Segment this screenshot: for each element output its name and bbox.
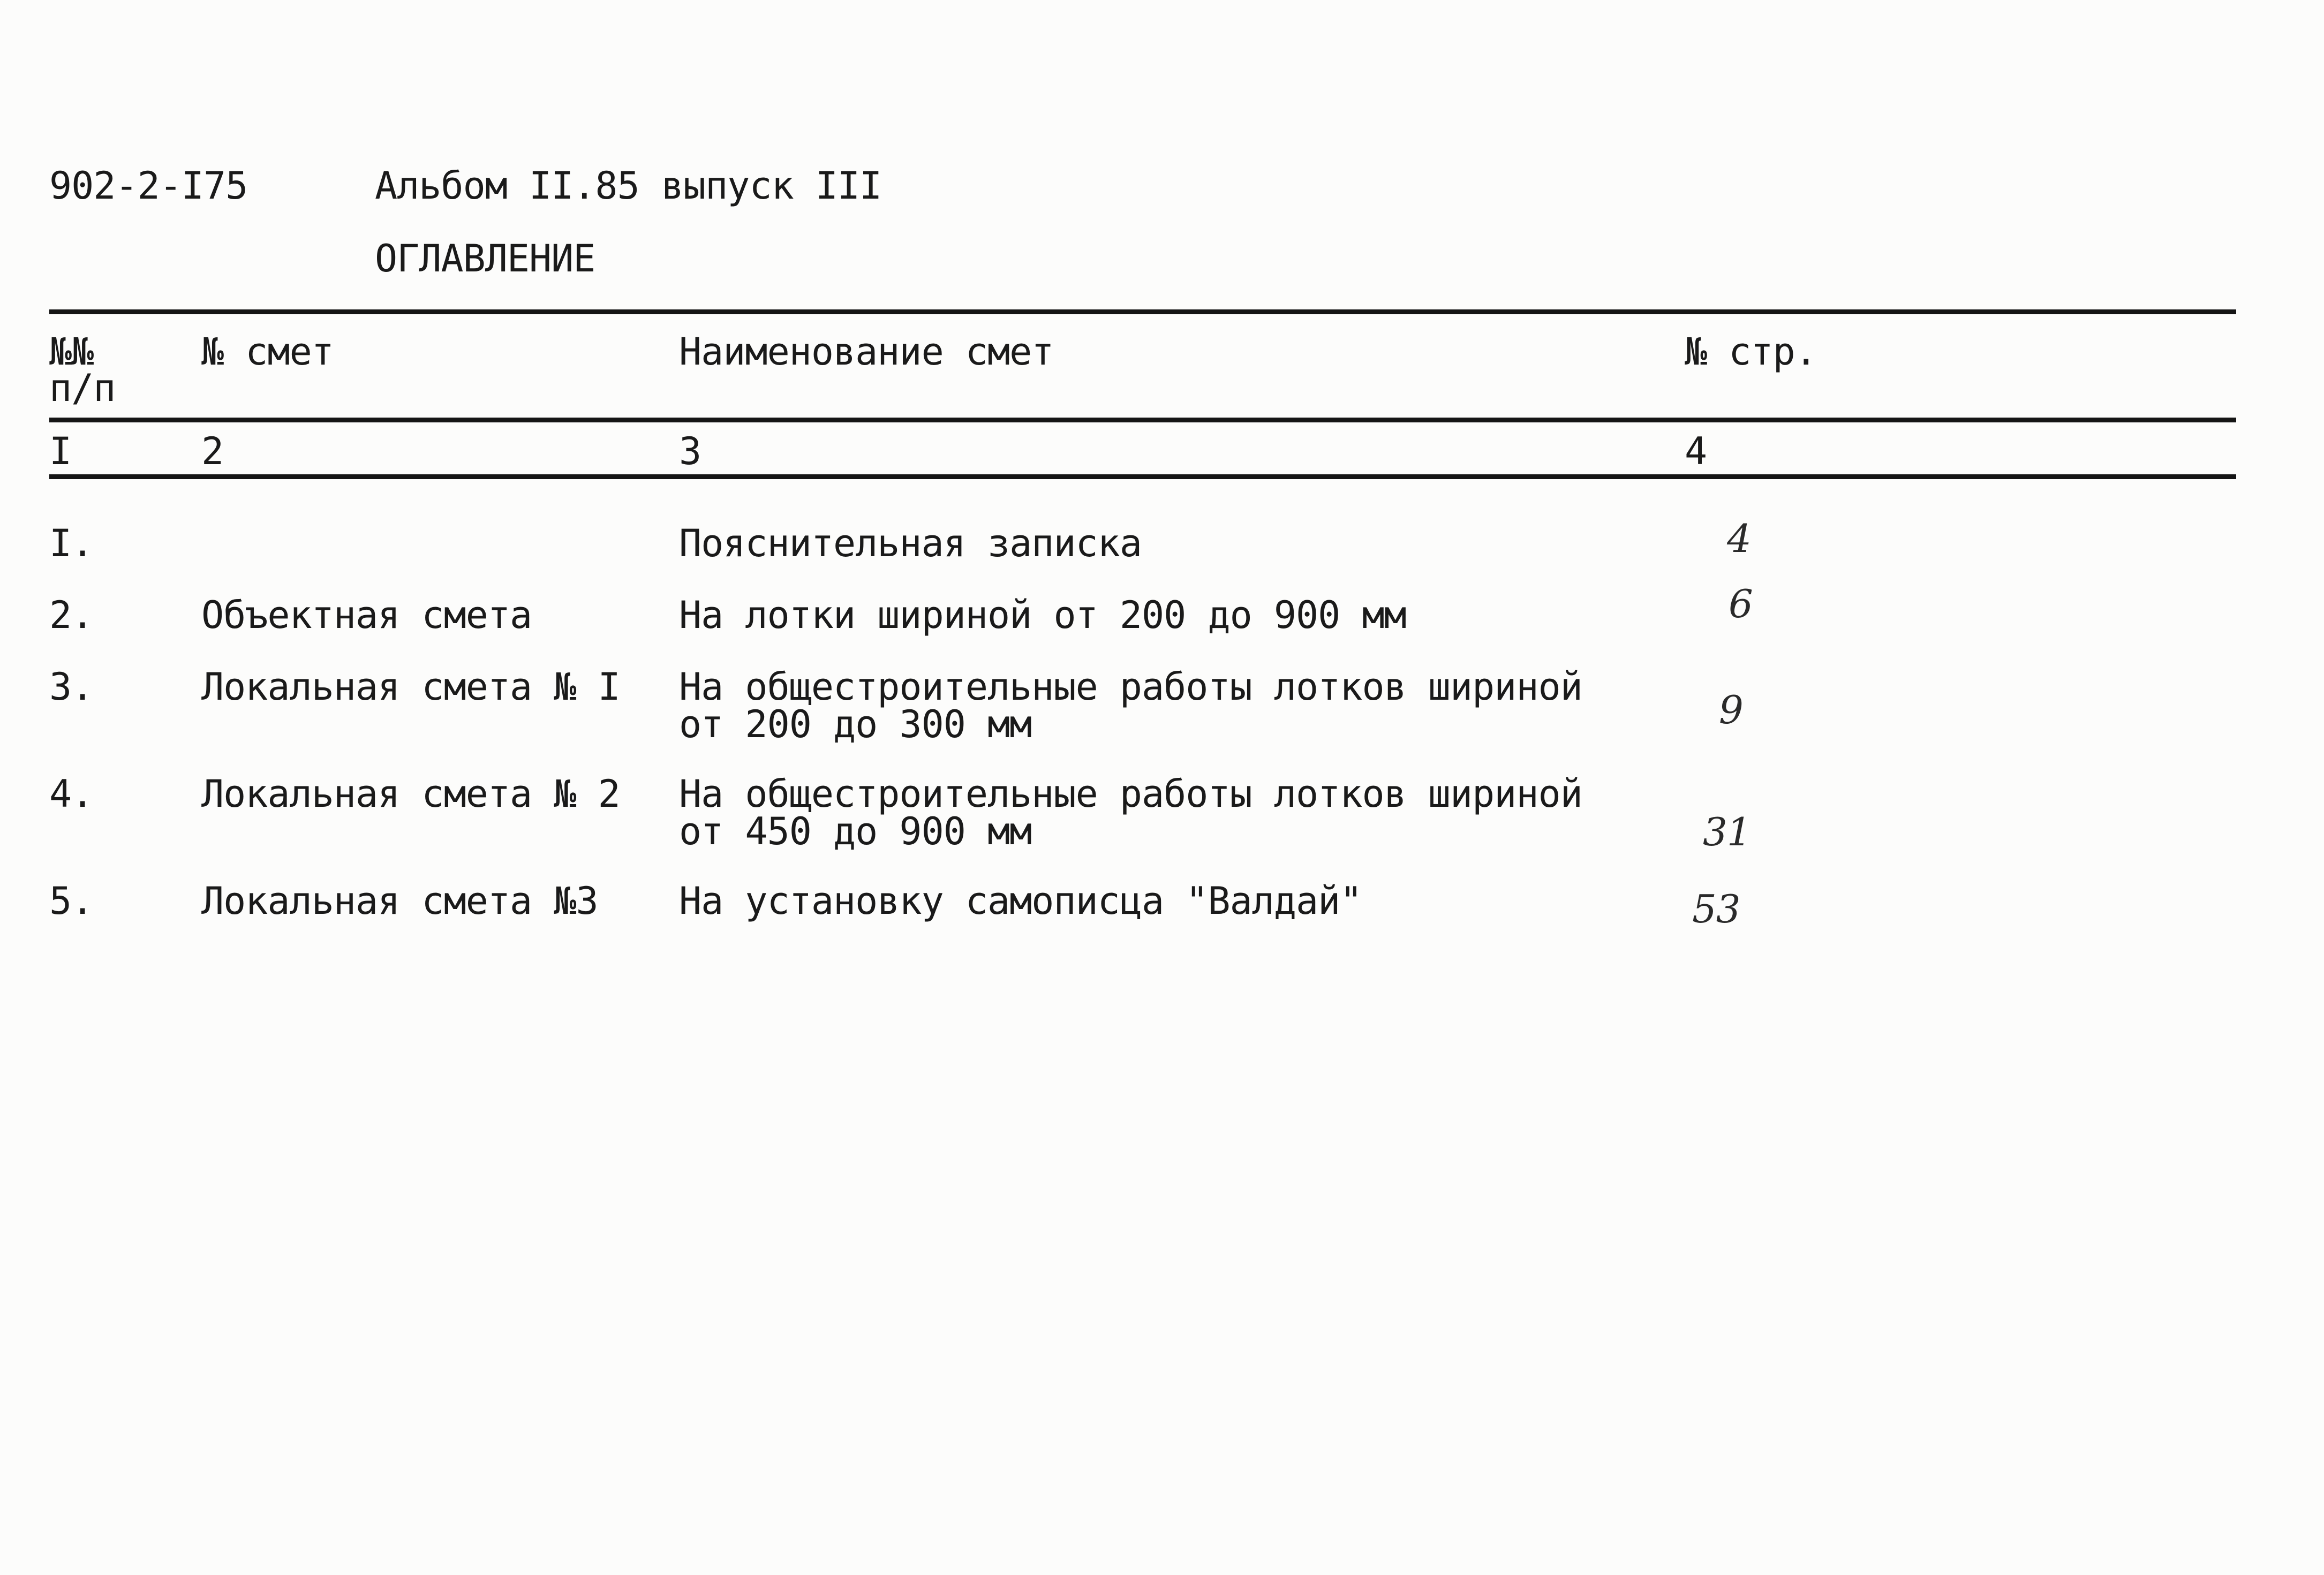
row-3-page: 9 <box>1719 687 1743 732</box>
row-4-name-line-1: На общестроительные работы лотков шириной <box>679 772 1582 816</box>
row-4-name-line-2: от 450 до 900 мм <box>679 809 1032 853</box>
row-1-page: 4 <box>1727 516 1751 561</box>
column-number-3: 3 <box>679 429 701 473</box>
row-1-name: Пояснительная записка <box>679 521 1142 565</box>
row-2-name: На лотки шириной от 200 до 900 мм <box>679 593 1406 637</box>
row-5-number: 5. <box>49 879 94 923</box>
column-header-estimate: № смет <box>201 330 334 374</box>
header-bottom-rule <box>49 418 2236 422</box>
row-4-page: 31 <box>1703 809 1751 854</box>
row-3-estimate: Локальная смета № I <box>201 665 620 709</box>
column-number-2: 2 <box>201 429 224 473</box>
row-2-estimate: Объектная смета <box>201 593 532 637</box>
column-header-page: № стр. <box>1685 330 1817 374</box>
column-numbers-rule <box>49 474 2236 479</box>
row-3-name-line-2: от 200 до 300 мм <box>679 702 1032 746</box>
row-5-name: На установку самописца "Валдай" <box>679 879 1362 923</box>
column-number-1: I <box>49 429 72 473</box>
row-5-page: 53 <box>1692 887 1740 932</box>
row-1-number: I. <box>49 521 94 565</box>
column-number-4: 4 <box>1685 429 1707 473</box>
row-2-number: 2. <box>49 593 94 637</box>
row-4-estimate: Локальная смета № 2 <box>201 772 620 816</box>
row-2-page: 6 <box>1729 581 1753 626</box>
column-header-name: Наименование смет <box>679 330 1054 374</box>
album-title: Альбом II.85 выпуск III <box>375 164 882 208</box>
column-header-num-line2: п/п <box>49 366 116 410</box>
document-code: 902-2-I75 <box>49 164 248 208</box>
table-top-rule <box>49 309 2236 314</box>
row-3-number: 3. <box>49 665 94 709</box>
row-4-number: 4. <box>49 772 94 816</box>
column-header-num-line1: №№ <box>49 330 94 374</box>
row-5-estimate: Локальная смета №3 <box>201 879 598 923</box>
page-title: ОГЛАВЛЕНИЕ <box>375 237 595 281</box>
row-3-name-line-1: На общестроительные работы лотков шириной <box>679 665 1582 709</box>
